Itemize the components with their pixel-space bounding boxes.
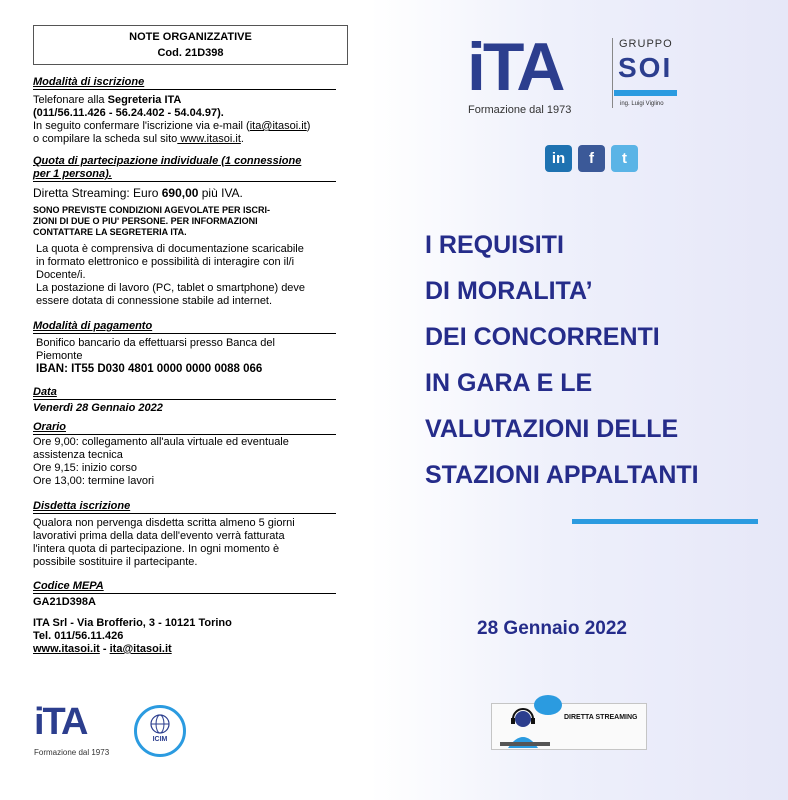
divider <box>33 434 336 435</box>
twitter-icon[interactable]: t <box>611 145 638 172</box>
headline-accent-bar <box>572 519 758 524</box>
soi-bar <box>614 90 677 96</box>
quota-description: La quota è comprensiva di documentazione scaricabile in formato elettronico e possibilità di interagire con il/i Docente/i. La postazione di lavoro (PC, tablet o smartphone) deve essere dotata di connessione stabile ad internet. <box>36 243 306 307</box>
section-title-data: Data <box>33 386 57 398</box>
email-link[interactable]: ita@itasoi.it <box>249 120 307 132</box>
note-code: Cod. 21D398 <box>157 47 224 59</box>
website-link[interactable]: www.itasoi.it <box>177 133 241 145</box>
logo-separator <box>612 38 613 108</box>
streaming-label: DIRETTA STREAMING <box>564 714 638 721</box>
disdetta-text: Qualora non pervenga disdetta scritta almeno 5 giorni lavorativi prima della data dell'evento verrà fatturata l'intera quota di partecipazione. In ogni momento è possibile sostituire il partecipante. <box>33 517 295 568</box>
contact-address: ITA Srl - Via Brofferio, 3 - 10121 Torino <box>33 617 232 629</box>
data-value: Venerdì 28 Gennaio 2022 <box>33 402 163 414</box>
left-panel <box>0 0 370 800</box>
icim-logo <box>134 705 186 757</box>
iscrizione-text: Telefonare alla Segreteria ITA (011/56.11.426 - 56.24.402 - 54.04.97). In seguito confermare l'iscrizione via e-mail (ita@itasoi.it) o compilare la scheda sul sito www.itasoi.it. <box>33 94 311 145</box>
ita-tagline-small: Formazione dal 1973 <box>34 748 110 757</box>
divider <box>33 89 336 90</box>
mepa-value: GA21D398A <box>33 596 96 608</box>
facebook-icon[interactable]: f <box>578 145 605 172</box>
website-link-footer[interactable]: www.itasoi.it <box>33 643 100 655</box>
section-title-disdetta: Disdetta iscrizione <box>33 500 131 512</box>
divider <box>33 333 336 334</box>
section-title-mepa: Codice MEPA <box>33 580 104 592</box>
contact-block: ITA Srl - Via Brofferio, 3 - 10121 Torino Tel. 011/56.11.426 www.itasoi.it - ita@itasoi.it <box>33 617 353 656</box>
icim-label: ICIM <box>152 736 168 743</box>
ita-logo: iTA <box>467 29 563 105</box>
note-box <box>33 25 348 65</box>
note-title: NOTE ORGANIZZATIVE <box>129 31 252 43</box>
event-date: 28 Gennaio 2022 <box>477 618 627 639</box>
divider <box>33 399 336 400</box>
email-link-footer[interactable]: ita@itasoi.it <box>109 643 172 655</box>
ita-logo-small: iTA <box>34 701 87 743</box>
divider <box>33 593 336 594</box>
contact-tel: Tel. 011/56.11.426 <box>33 630 124 642</box>
orario-text: Ore 9,00: collegamento all'aula virtuale ed eventuale assistenza tecnica Ore 9,15: inizio corso Ore 13,00: termine lavori <box>33 436 289 487</box>
section-title-quota: Quota di partecipazione individuale (1 connessione per 1 persona). <box>33 155 302 180</box>
pagamento-text: Bonifico bancario da effettuarsi presso Banca del Piemonte IBAN: IT55 D030 4801 0000 0000 0088 066 <box>36 337 275 375</box>
soi-logo: SOI <box>618 52 673 83</box>
streaming-person-icon <box>496 692 566 750</box>
section-title-orario: Orario <box>33 421 67 433</box>
gruppo-label: GRUPPO <box>619 38 673 50</box>
ita-tagline: Formazione dal 1973 <box>468 104 572 116</box>
headline: I REQUISITI DI MORALITA’ DEI CONCORRENTI IN GARA E LE VALUTAZIONI DELLE STAZIONI APPALTANTI <box>425 231 699 489</box>
quota-price: Diretta Streaming: Euro 690,00 più IVA. <box>33 186 243 200</box>
section-title-iscrizione: Modalità di iscrizione <box>33 76 145 88</box>
soi-subtitle: ing. Luigi Viglino <box>620 101 664 107</box>
quota-notice: SONO PREVISTE CONDIZIONI AGEVOLATE PER ISCRI- ZIONI DI DUE O PIU' PERSONE. PER INFORMAZIONI CONTATTARE LA SEGRETERIA ITA. <box>33 205 271 237</box>
linkedin-icon[interactable]: in <box>545 145 572 172</box>
divider <box>33 181 336 182</box>
divider <box>33 513 336 514</box>
icim-globe-icon <box>137 708 183 754</box>
section-title-pagamento: Modalità di pagamento <box>33 320 153 332</box>
